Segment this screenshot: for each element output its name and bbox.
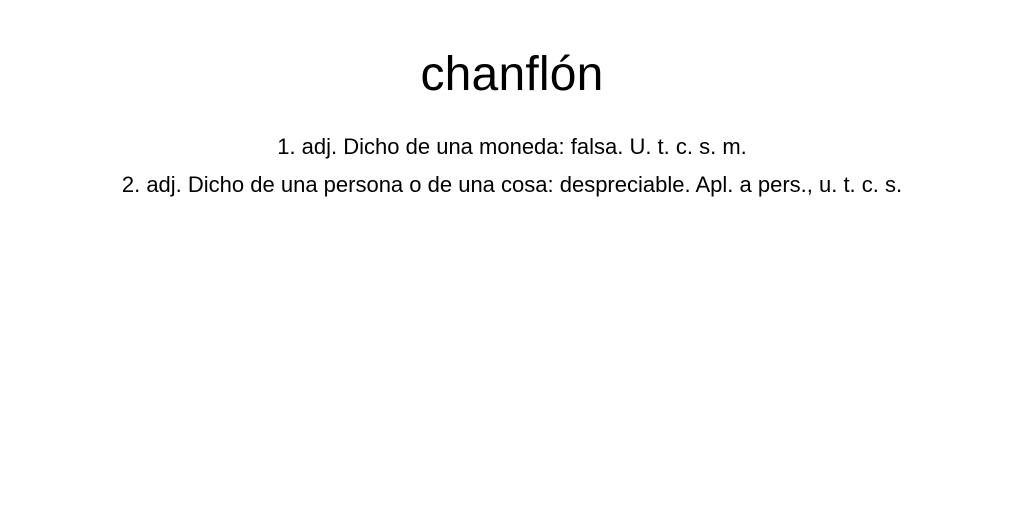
definition-2: 2. adj. Dicho de una persona o de una cosa: despreciable. Apl. a pers., u. t. c. s.	[121, 172, 903, 197]
definition-list	[62, 128, 962, 204]
headword: chanflón	[420, 48, 604, 101]
definition-1: 1. adj. Dicho de una moneda: falsa. U. t. c. s. m.	[277, 134, 747, 159]
